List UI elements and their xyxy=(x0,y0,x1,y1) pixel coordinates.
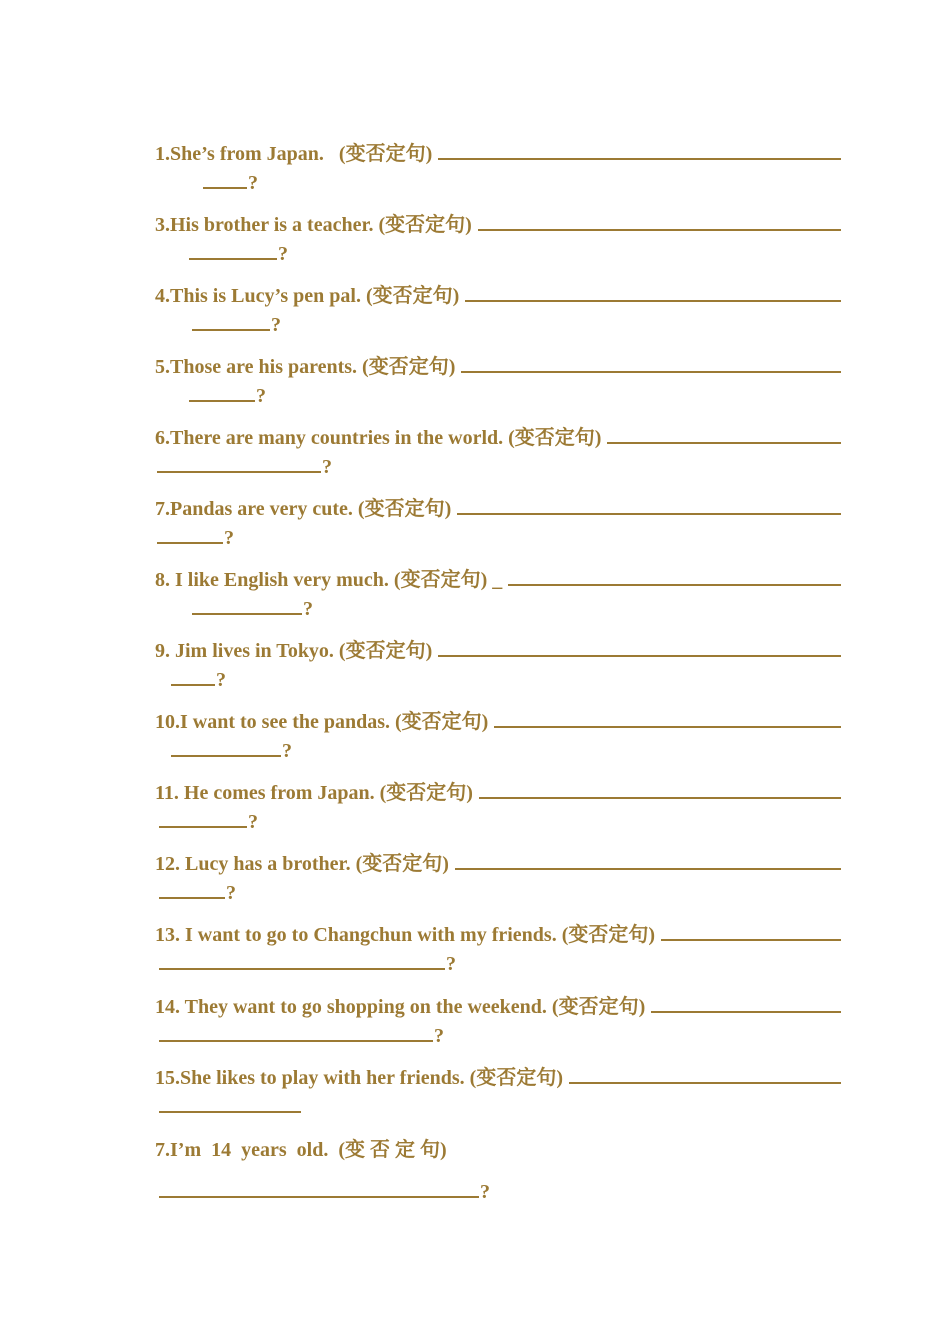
answer-blank[interactable] xyxy=(569,1064,841,1084)
question-age xyxy=(155,1136,845,1207)
question-4 xyxy=(155,282,845,340)
question-prompt: 7.Pandas are very cute. (变否定句) xyxy=(155,498,452,520)
question-8 xyxy=(155,566,845,624)
question-11 xyxy=(155,779,845,837)
answer-blank-continued[interactable] xyxy=(159,1022,433,1042)
answer-blank[interactable] xyxy=(438,637,841,657)
question-5 xyxy=(155,353,845,411)
question-prompt: 13. I want to go to Changchun with my friends. (变否定句) xyxy=(155,924,656,946)
question-mark: ? xyxy=(282,740,292,762)
question-prompt: 14. They want to go shopping on the weekend. (变否定句) xyxy=(155,996,646,1018)
answer-blank-continued[interactable] xyxy=(192,311,270,331)
question-3 xyxy=(155,211,845,269)
answer-blank-continued[interactable] xyxy=(171,666,215,686)
question-mark: ? xyxy=(480,1181,490,1203)
question-mark: ? xyxy=(322,456,332,478)
question-prompt: 9. Jim lives in Tokyo. (变否定句) xyxy=(155,640,433,662)
answer-blank[interactable] xyxy=(478,211,841,231)
question-prompt: 4.This is Lucy’s pen pal. (变否定句) xyxy=(155,285,460,307)
answer-blank[interactable] xyxy=(159,1178,479,1198)
question-mark: ? xyxy=(216,669,226,691)
answer-blank[interactable] xyxy=(438,140,841,160)
question-12 xyxy=(155,850,845,908)
question-prompt: 15.She likes to play with her friends. (变否定句) xyxy=(155,1067,563,1089)
answer-blank[interactable] xyxy=(508,566,841,586)
question-mark: ? xyxy=(248,172,258,194)
answer-blank-continued[interactable] xyxy=(189,240,277,260)
question-prompt: 1.She’s from Japan. (变否定句) xyxy=(155,143,433,165)
question-prompt: 8. I like English very much. (变否定句) _ xyxy=(155,569,503,591)
question-1 xyxy=(155,140,845,198)
answer-blank-continued[interactable] xyxy=(171,737,281,757)
question-7 xyxy=(155,495,845,553)
question-6 xyxy=(155,424,845,482)
question-mark: ? xyxy=(226,882,236,904)
answer-blank[interactable] xyxy=(651,993,841,1013)
question-prompt: 3.His brother is a teacher. (变否定句) xyxy=(155,214,472,236)
answer-blank-continued[interactable] xyxy=(157,453,321,473)
question-prompt: 6.There are many countries in the world. (变否定句) xyxy=(155,427,602,449)
question-mark: ? xyxy=(303,598,313,620)
question-9 xyxy=(155,637,845,695)
answer-blank[interactable] xyxy=(457,495,841,515)
answer-blank-continued[interactable] xyxy=(192,595,302,615)
question-10 xyxy=(155,708,845,766)
answer-blank[interactable] xyxy=(494,708,841,728)
question-prompt: 5.Those are his parents. (变否定句) xyxy=(155,356,456,378)
question-prompt: 7.I’m 14 years old. (变 否 定 句) xyxy=(155,1139,447,1161)
question-mark: ? xyxy=(224,527,234,549)
question-prompt: 12. Lucy has a brother. (变否定句) xyxy=(155,853,449,875)
question-13 xyxy=(155,921,845,979)
answer-blank[interactable] xyxy=(465,282,841,302)
answer-blank-continued[interactable] xyxy=(203,169,247,189)
answer-blank-continued[interactable] xyxy=(157,524,223,544)
question-14 xyxy=(155,993,845,1051)
question-mark: ? xyxy=(248,811,258,833)
question-15 xyxy=(155,1064,845,1113)
answer-blank[interactable] xyxy=(479,779,841,799)
question-mark: ? xyxy=(434,1025,444,1047)
answer-blank[interactable] xyxy=(461,353,841,373)
answer-blank-continued[interactable] xyxy=(159,879,225,899)
question-mark: ? xyxy=(256,385,266,407)
question-mark: ? xyxy=(278,243,288,265)
answer-blank-continued[interactable] xyxy=(159,950,445,970)
answer-blank-continued[interactable] xyxy=(159,1093,301,1113)
answer-blank[interactable] xyxy=(455,850,841,870)
answer-blank[interactable] xyxy=(607,424,841,444)
question-prompt: 11. He comes from Japan. (变否定句) xyxy=(155,782,473,804)
answer-blank-continued[interactable] xyxy=(189,382,255,402)
answer-blank[interactable] xyxy=(661,921,841,941)
question-prompt: 10.I want to see the pandas. (变否定句) xyxy=(155,711,489,733)
question-mark: ? xyxy=(446,953,456,975)
answer-blank-continued[interactable] xyxy=(159,808,247,828)
question-mark: ? xyxy=(271,314,281,336)
